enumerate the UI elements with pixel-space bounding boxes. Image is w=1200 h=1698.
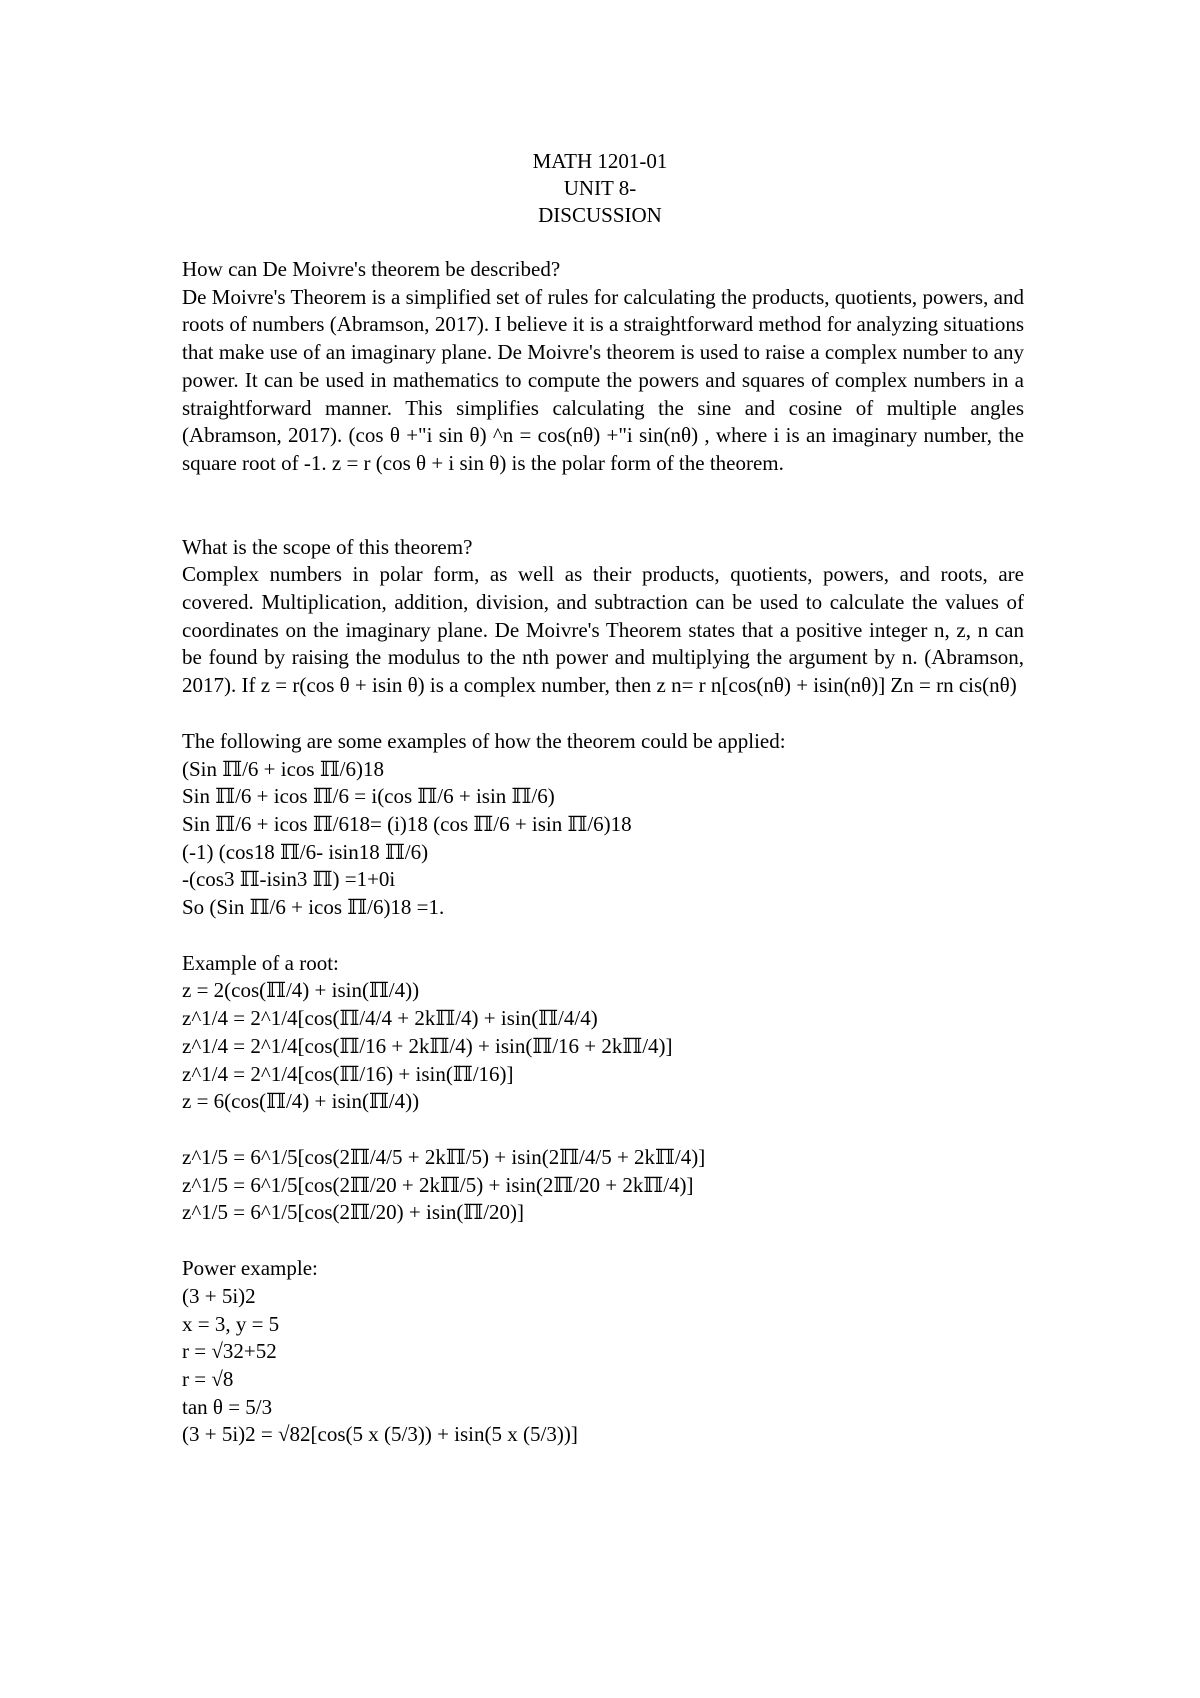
section1-answer: De Moivre's Theorem is a simplified set of rules for calculating the products, quotients, powers, and roots of numbers (Abramson, 2017). I believe it is a straightforward method for analyzing situations that make use of an imaginary plane. De Moivre's theorem is used to raise a complex number to any power. It can be used in mathematics to compute the powers and squares of complex numbers in a straightforward manner. This simplifies calculating the sine and cosine of multiple angles (Abramson, 2017). (cos θ +"i sin θ) ^n = cos(nθ) +"i sin(nθ) , where i is an imaginary number, the square root of -1. z = r (cos θ + i sin θ) is the polar form of the theorem. <box>182 284 1024 475</box>
power-line: (3 + 5i)2 <box>182 1283 256 1308</box>
spacer <box>182 700 1024 728</box>
section2-question: What is the scope of this theorem? <box>182 534 473 559</box>
example-line: Sin ℿ/6 + icos ℿ/6 = i(cos ℿ/6 + isin ℿ/6) <box>182 784 555 809</box>
document-header <box>0 148 1200 229</box>
spacer <box>182 478 1024 534</box>
root-example-title: Example of a root: <box>182 950 339 975</box>
root-line: z^1/4 = 2^1/4[cos(ℿ/16 + 2kℿ/4) + isin(ℿ/16 + 2kℿ/4)] <box>182 1033 673 1058</box>
power-line: r = √8 <box>182 1366 234 1391</box>
examples-intro: The following are some examples of how the theorem could be applied: <box>182 728 786 753</box>
power-line: (3 + 5i)2 = √82[cos(5 x (5/3)) + isin(5 x (5/3))] <box>182 1422 578 1447</box>
root-line: z^1/5 = 6^1/5[cos(2ℿ/4/5 + 2kℿ/5) + isin(2ℿ/4/5 + 2kℿ/4)] <box>182 1144 706 1169</box>
assignment-type: DISCUSSION <box>538 203 662 227</box>
root-line: z^1/4 = 2^1/4[cos(ℿ/16) + isin(ℿ/16)] <box>182 1061 514 1086</box>
example-line: Sin ℿ/6 + icos ℿ/618= (i)18 (cos ℿ/6 + isin ℿ/6)18 <box>182 811 632 836</box>
root-line: z = 2(cos(ℿ/4) + isin(ℿ/4)) <box>182 978 420 1003</box>
power-line: x = 3, y = 5 <box>182 1311 280 1336</box>
unit-label: UNIT 8- <box>563 176 637 200</box>
power-example-title: Power example: <box>182 1256 318 1281</box>
example-line: (-1) (cos18 ℿ/6- isin18 ℿ/6) <box>182 839 429 864</box>
example-line: (Sin ℿ/6 + icos ℿ/6)18 <box>182 756 385 781</box>
power-line: tan θ = 5/3 <box>182 1394 273 1419</box>
root-line: z^1/5 = 6^1/5[cos(2ℿ/20 + 2kℿ/5) + isin(2ℿ/20 + 2kℿ/4)] <box>182 1172 694 1197</box>
section1-question: How can De Moivre's theorem be described? <box>182 257 561 281</box>
root-line: z^1/4 = 2^1/4[cos(ℿ/4/4 + 2kℿ/4) + isin(ℿ/4/4) <box>182 1006 598 1031</box>
spacer <box>182 1116 1024 1144</box>
root-line: z = 6(cos(ℿ/4) + isin(ℿ/4)) <box>182 1089 420 1114</box>
spacer <box>182 922 1024 950</box>
section2-answer: Complex numbers in polar form, as well as their products, quotients, powers, and roots, are covered. Multiplication, addition, division, and subtraction can be used to calculate the values of coordinates on the imaginary plane. De Moivre's Theorem states that a positive integer n, z, n can be found by raising the modulus to the nth power and multiplying the argument by n. (Abramson, 2017). If z = r(cos θ + isin θ) is a complex number, then z n= r n[cos(nθ) + isin(nθ)] Zn = rn cis(nθ) <box>182 562 1024 698</box>
example-line: -(cos3 ℿ-isin3 ℿ) =1+0i <box>182 867 396 892</box>
document-body <box>182 256 1024 1449</box>
power-line: r = √32+52 <box>182 1339 277 1364</box>
spacer <box>182 1227 1024 1255</box>
course-code: MATH 1201-01 <box>532 149 668 173</box>
root-line: z^1/5 = 6^1/5[cos(2ℿ/20) + isin(ℿ/20)] <box>182 1200 525 1225</box>
example-line: So (Sin ℿ/6 + icos ℿ/6)18 =1. <box>182 895 445 920</box>
